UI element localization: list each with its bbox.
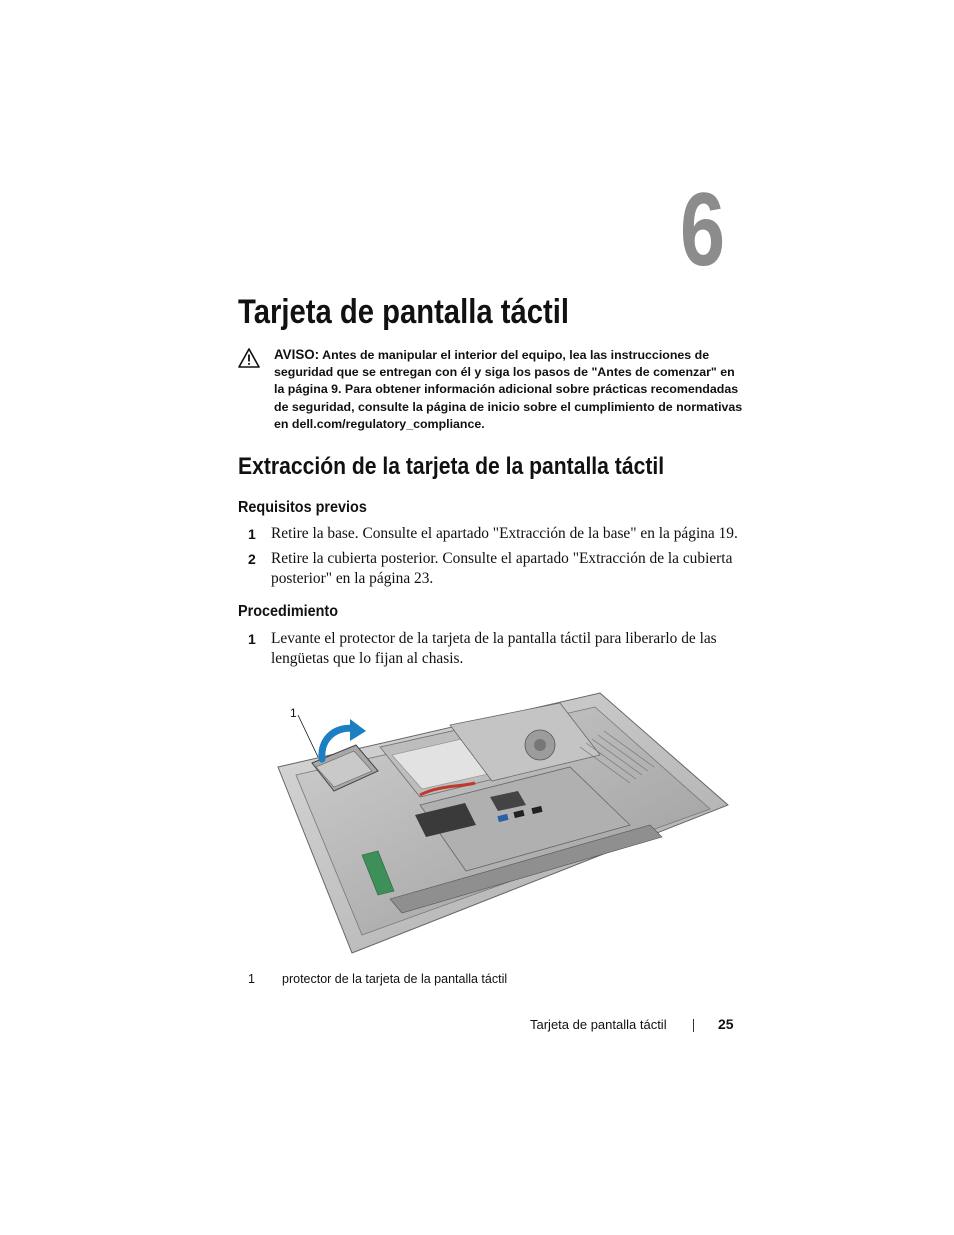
footer-chapter-title: Tarjeta de pantalla táctil <box>530 1017 667 1032</box>
warning-triangle-icon <box>238 348 260 368</box>
warning-body: Antes de manipular el interior del equipo, lea las instrucciones de seguridad que se entregan con él y siga los pasos de "Antes de comenzar" en la página 9. Para obtener información adicional sobre prácticas recomendadas de seguridad, consulte la página de inicio sobre el cumplimiento de normativas en dell.com/regulatory_compliance. <box>274 348 743 431</box>
step-number: 2 <box>248 551 256 567</box>
figure-callout-number: 1 <box>290 706 297 720</box>
section-title: Extracción de la tarjeta de la pantalla táctil <box>238 453 665 480</box>
step-text: Retire la cubierta posterior. Consulte el apartado "Extracción de la cubierta posterior" en la página 23. <box>271 550 733 587</box>
step-number: 1 <box>248 631 256 647</box>
warning-label: AVISO: <box>274 347 320 362</box>
step-text: Levante el protector de la tarjeta de la pantalla táctil para liberarlo de las lengüetas que lo fijan al chasis. <box>271 630 717 667</box>
procedure-title: Procedimiento <box>238 603 339 620</box>
chapter-title: Tarjeta de pantalla táctil <box>238 293 569 331</box>
step-number: 1 <box>248 526 256 542</box>
warning-text <box>274 346 744 433</box>
figure-caption-number: 1 <box>248 972 255 986</box>
figure-caption-text: protector de la tarjeta de la pantalla táctil <box>282 972 508 986</box>
chapter-number: 6 <box>680 172 724 288</box>
prerequisites-title: Requisitos previos <box>238 499 367 516</box>
footer-divider <box>693 1019 694 1032</box>
page-number: 25 <box>718 1016 734 1032</box>
step-text: Retire la base. Consulte el apartado "Extracción de la base" en la página 19. <box>271 525 738 542</box>
chassis-illustration <box>270 685 740 955</box>
